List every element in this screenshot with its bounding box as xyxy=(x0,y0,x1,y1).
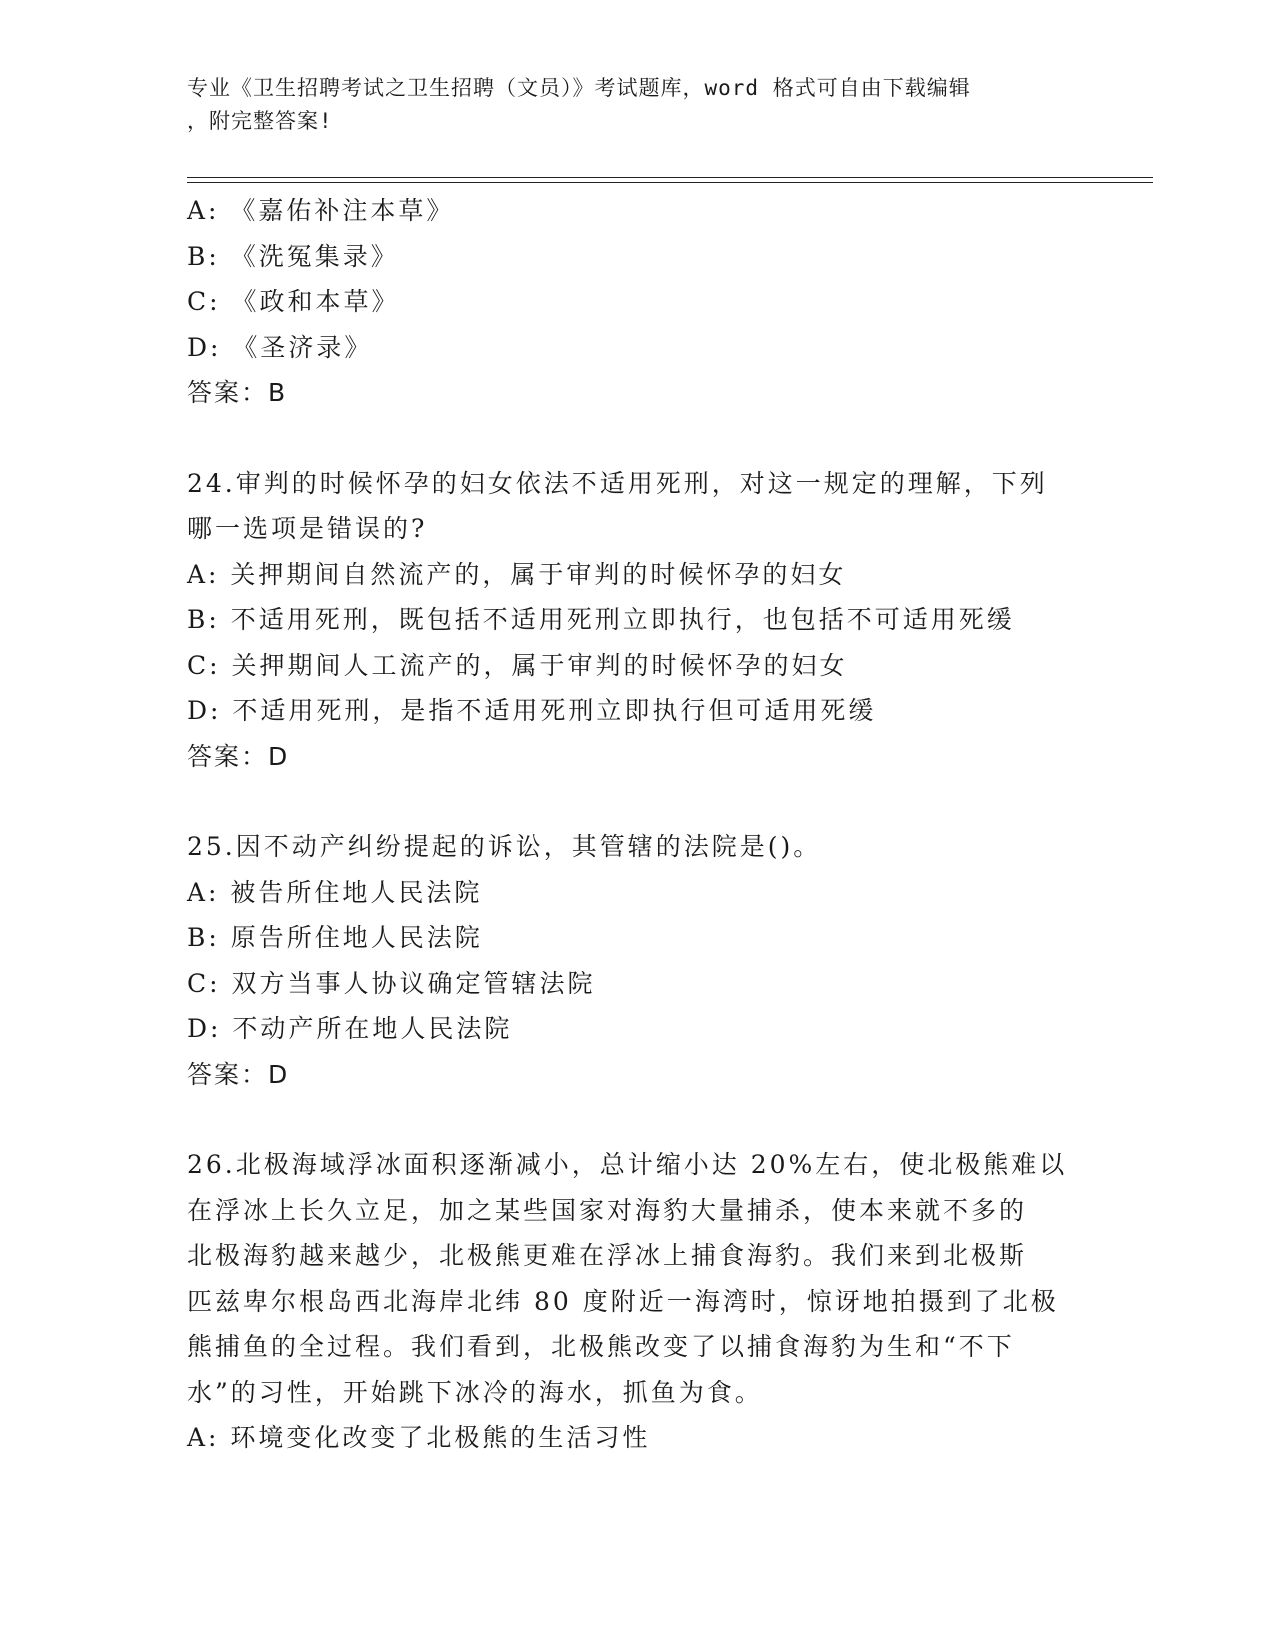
answer-line: 答案：D xyxy=(187,741,290,771)
question-stem: 24.审判的时候怀孕的妇女依法不适用死刑，对这一规定的理解，下列 xyxy=(187,468,1048,498)
question-stem: 匹兹卑尔根岛西北海岸北纬 80 度附近一海湾时，惊讶地拍摄到了北极 xyxy=(187,1286,1059,1316)
header-line-2: ，附完整答案! xyxy=(187,109,333,133)
question-25 xyxy=(187,824,1087,1097)
question-26 xyxy=(187,1142,1087,1461)
question-23 xyxy=(187,188,1087,416)
question-stem: 在浮冰上长久立足，加之某些国家对海豹大量捕杀，使本来就不多的 xyxy=(187,1195,1028,1225)
spacer xyxy=(187,1097,1087,1142)
option-a: A: 被告所住地人民法院 xyxy=(187,877,483,907)
question-stem: 哪一选项是错误的? xyxy=(187,514,428,543)
spacer xyxy=(187,416,1087,461)
question-24 xyxy=(187,461,1087,780)
question-list xyxy=(187,188,1087,1461)
option-a: A: 环境变化改变了北极熊的生活习性 xyxy=(187,1423,651,1452)
question-stem: 北极海豹越来越少，北极熊更难在浮冰上捕食海豹。我们来到北极斯 xyxy=(187,1241,1028,1270)
spacer xyxy=(187,779,1087,824)
option-b: B: 不适用死刑，既包括不适用死刑立即执行，也包括不可适用死缓 xyxy=(187,605,1015,634)
option-d: D: 不适用死刑，是指不适用死刑立即执行但可适用死缓 xyxy=(187,696,877,725)
option-c: C: 双方当事人协议确定管辖法院 xyxy=(187,968,596,998)
option-d: D: 不动产所在地人民法院 xyxy=(187,1014,513,1043)
document-header xyxy=(187,72,1067,138)
option-c: C: 《政和本草》 xyxy=(187,287,400,316)
option-a: A: 关押期间自然流产的，属于审判的时候怀孕的妇女 xyxy=(187,559,847,589)
option-b: B: 《洗冤集录》 xyxy=(187,241,399,271)
option-d: D: 《圣济录》 xyxy=(187,332,373,362)
option-a: A: 《嘉佑补注本草》 xyxy=(187,196,455,225)
question-stem: 熊捕鱼的全过程。我们看到，北极熊改变了以捕食海豹为生和“不下 xyxy=(187,1332,1015,1361)
header-divider-bottom xyxy=(187,182,1153,183)
question-stem: 26.北极海域浮冰面积逐渐减小，总计缩小达 20%左右，使北极熊难以 xyxy=(187,1150,1068,1179)
header-divider-top xyxy=(187,177,1153,178)
question-stem: 25.因不动产纠纷提起的诉讼，其管辖的法院是()。 xyxy=(187,832,822,861)
answer-line: 答案：D xyxy=(187,1059,290,1089)
option-c: C: 关押期间人工流产的，属于审判的时候怀孕的妇女 xyxy=(187,650,848,680)
option-b: B: 原告所住地人民法院 xyxy=(187,923,483,952)
header-line-1: 专业《卫生招聘考试之卫生招聘（文员）》考试题库，word 格式可自由下载编辑 xyxy=(187,76,971,100)
question-stem: 水”的习性，开始跳下冰冷的海水，抓鱼为食。 xyxy=(187,1377,763,1407)
answer-line: 答案：B xyxy=(187,378,288,407)
